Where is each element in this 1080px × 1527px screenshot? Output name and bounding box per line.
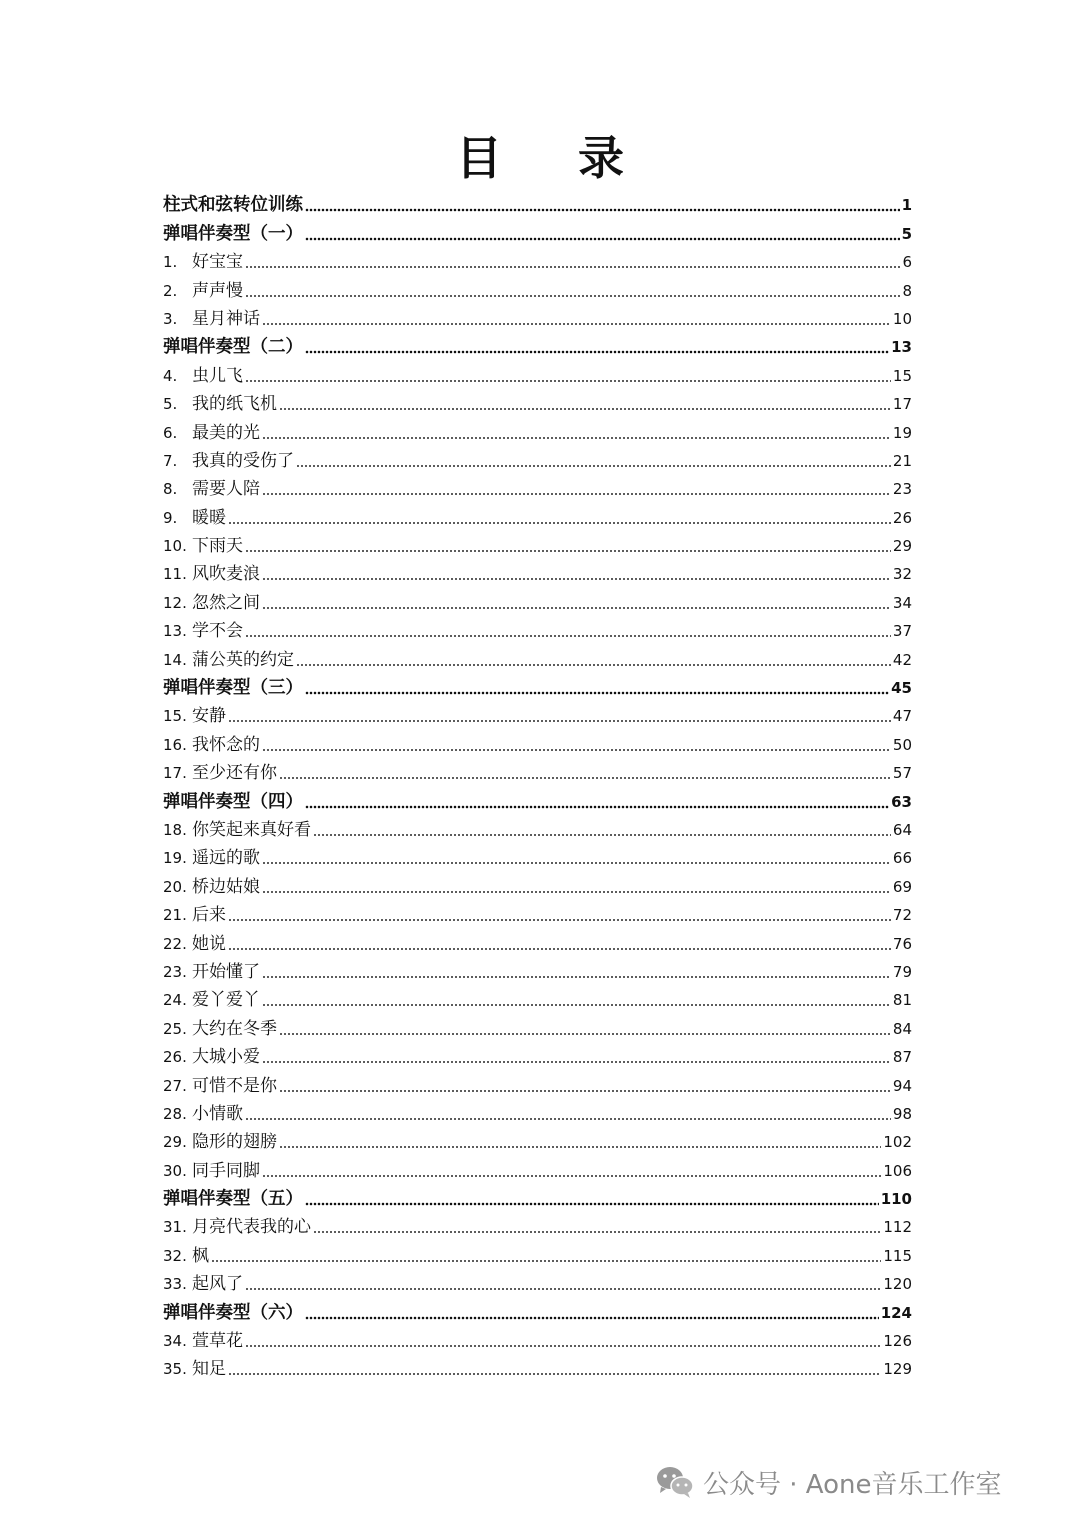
toc-item-row[interactable]: [163, 1238, 912, 1266]
toc-item-number: 17.: [163, 764, 187, 783]
dot-leader: [262, 748, 891, 752]
toc-entry-title: 大约在冬季: [192, 1018, 277, 1039]
toc-page-number: 124: [880, 1303, 912, 1322]
toc-item-row[interactable]: [163, 642, 912, 670]
toc-page-number: 129: [883, 1360, 912, 1379]
toc-item-row[interactable]: [163, 302, 912, 330]
toc-page-number: 102: [883, 1133, 912, 1152]
toc-item-row[interactable]: [163, 529, 912, 557]
toc-item-number: 6.: [163, 423, 178, 442]
toc-page-number: 76: [892, 934, 912, 953]
toc-entry-title: 弹唱伴奏型（四）: [163, 791, 303, 812]
toc-page-number: 87: [892, 1048, 912, 1067]
toc-entry-title: 弹唱伴奏型（六）: [163, 1302, 303, 1323]
dot-leader: [305, 1202, 879, 1206]
toc-item-row[interactable]: [163, 955, 912, 983]
toc-page-number: 79: [892, 962, 912, 981]
dot-leader: [296, 464, 891, 468]
dot-leader: [228, 1372, 881, 1376]
toc-entry-title: 枫: [192, 1245, 209, 1266]
toc-item-number: 1.: [163, 253, 178, 272]
toc-item-number: 33.: [163, 1275, 187, 1294]
toc-item-number: 2.: [163, 281, 178, 300]
dot-leader: [305, 350, 889, 354]
toc-page-number: 112: [883, 1218, 912, 1237]
toc-page-number: 110: [880, 1190, 912, 1209]
toc-entry-title: 起风了: [192, 1274, 243, 1295]
toc-entry-title: 月亮代表我的心: [192, 1217, 311, 1238]
toc-item-row[interactable]: [163, 1267, 912, 1295]
toc-entry-title: 开始懂了: [192, 961, 260, 982]
toc-entry-title: 下雨天: [192, 536, 243, 557]
toc-entry-title: 我怀念的: [192, 734, 260, 755]
toc-entry-title: 最美的光: [192, 422, 260, 443]
toc-page-number: 34: [892, 593, 912, 612]
toc-page-number: 84: [892, 1019, 912, 1038]
toc-item-row[interactable]: [163, 415, 912, 443]
toc-page-number: 15: [892, 366, 912, 385]
toc-item-number: 18.: [163, 820, 187, 839]
toc-item-number: 10.: [163, 537, 187, 556]
toc-entry-title: 萱草花: [192, 1331, 243, 1352]
toc-entry-title: 风吹麦浪: [192, 564, 260, 585]
toc-item-row[interactable]: [163, 926, 912, 954]
toc-item-number: 8.: [163, 480, 178, 499]
dot-leader: [245, 379, 891, 383]
toc-entry-title: 我真的受伤了: [192, 450, 294, 471]
toc-section-row[interactable]: [163, 784, 912, 812]
toc-entry-title: 星月神话: [192, 308, 260, 329]
toc-page-number: 42: [892, 650, 912, 669]
dot-leader: [262, 606, 891, 610]
toc-entry-title: 安静: [192, 706, 226, 727]
dot-leader: [262, 577, 891, 581]
dot-leader: [228, 521, 891, 525]
toc-item-row[interactable]: [163, 585, 912, 613]
dot-leader: [279, 1145, 881, 1149]
toc-entry-title: 我的纸飞机: [192, 394, 277, 415]
toc-page-number: 47: [892, 707, 912, 726]
toc-page-number: 21: [892, 451, 912, 470]
dot-leader: [245, 1344, 881, 1348]
dot-leader: [296, 663, 891, 667]
toc-item-row[interactable]: [163, 869, 912, 897]
toc-item-row[interactable]: [163, 1011, 912, 1039]
dot-leader: [262, 436, 891, 440]
toc-entry-title: 桥边姑娘: [192, 876, 260, 897]
toc-item-number: 29.: [163, 1133, 187, 1152]
toc-page-number: 115: [883, 1246, 912, 1265]
toc-page-number: 94: [892, 1076, 912, 1095]
toc-entry-title: 忽然之间: [192, 592, 260, 613]
toc-item-number: 15.: [163, 707, 187, 726]
dot-leader: [262, 1003, 891, 1007]
toc-page-number: 29: [892, 537, 912, 556]
toc-entry-title: 弹唱伴奏型（一）: [163, 223, 303, 244]
dot-leader: [245, 265, 900, 269]
toc-page-number: 64: [892, 820, 912, 839]
toc-page-number: 8: [902, 281, 912, 300]
toc-page-number: 5: [901, 224, 912, 243]
toc-entry-title: 爱丫爱丫: [192, 990, 260, 1011]
toc-entry-title: 虫儿飞: [192, 365, 243, 386]
toc-entry-title: 暖暖: [192, 507, 226, 528]
dot-leader: [228, 918, 891, 922]
dot-leader: [305, 208, 900, 212]
toc-item-row[interactable]: [163, 983, 912, 1011]
toc-item-number: 27.: [163, 1076, 187, 1095]
toc-item-row[interactable]: [163, 1040, 912, 1068]
toc-page-number: 1: [901, 196, 912, 215]
toc-page-number: 66: [892, 849, 912, 868]
toc-page-number: 37: [892, 622, 912, 641]
toc-page-number: 50: [892, 735, 912, 754]
toc-item-row[interactable]: [163, 1210, 912, 1238]
toc-page-number: 106: [883, 1161, 912, 1180]
toc-item-row[interactable]: [163, 756, 912, 784]
toc-item-number: 21.: [163, 906, 187, 925]
toc-item-row[interactable]: [163, 699, 912, 727]
toc-item-number: 16.: [163, 735, 187, 754]
watermark-text: 公众号 · Aone音乐工作室: [703, 1469, 1002, 1500]
dot-leader: [262, 1060, 891, 1064]
toc-page-number: 10: [892, 309, 912, 328]
toc-entry-title: 你笑起来真好看: [192, 819, 311, 840]
toc-item-number: 20.: [163, 877, 187, 896]
dot-leader: [262, 1174, 881, 1178]
toc-item-number: 35.: [163, 1360, 187, 1379]
watermark: [655, 1462, 1002, 1502]
toc-page-number: 98: [892, 1104, 912, 1123]
toc-section-row[interactable]: [163, 188, 912, 216]
dot-leader: [305, 1316, 879, 1320]
toc-item-number: 23.: [163, 962, 187, 981]
toc-item-number: 24.: [163, 991, 187, 1010]
toc-entry-title: 小情歌: [192, 1103, 243, 1124]
toc-entry-title: 弹唱伴奏型（二）: [163, 337, 303, 358]
table-of-contents: [163, 188, 912, 1380]
toc-item-row[interactable]: [163, 1324, 912, 1352]
toc-page-number: 32: [892, 565, 912, 584]
toc-entry-title: 遥远的歌: [192, 848, 260, 869]
toc-entry-title: 同手同脚: [192, 1160, 260, 1181]
dot-leader: [245, 1117, 891, 1121]
toc-item-row[interactable]: [163, 727, 912, 755]
dot-leader: [279, 1032, 891, 1036]
toc-entry-title: 学不会: [192, 621, 243, 642]
toc-entry-title: 后来: [192, 905, 226, 926]
toc-item-number: 32.: [163, 1246, 187, 1265]
dot-leader: [245, 294, 900, 298]
dot-leader: [313, 1230, 881, 1234]
toc-entry-title: 至少还有你: [192, 763, 277, 784]
dot-leader: [262, 975, 891, 979]
dot-leader: [305, 237, 900, 241]
toc-item-row[interactable]: [163, 245, 912, 273]
toc-item-number: 31.: [163, 1218, 187, 1237]
toc-item-number: 3.: [163, 309, 178, 328]
toc-page-number: 13: [891, 338, 912, 357]
toc-item-number: 19.: [163, 849, 187, 868]
dot-leader: [279, 776, 891, 780]
page-title: 目 录: [455, 131, 654, 185]
toc-item-number: 22.: [163, 934, 187, 953]
toc-item-row[interactable]: [163, 614, 912, 642]
toc-section-row[interactable]: [163, 1182, 912, 1210]
dot-leader: [262, 861, 891, 865]
toc-item-row[interactable]: [163, 898, 912, 926]
toc-entry-title: 声声慢: [192, 280, 243, 301]
toc-page-number: 81: [892, 991, 912, 1010]
toc-page-number: 23: [892, 480, 912, 499]
toc-entry-title: 她说: [192, 933, 226, 954]
dot-leader: [211, 1259, 881, 1263]
toc-item-row[interactable]: [163, 557, 912, 585]
dot-leader: [279, 407, 891, 411]
dot-leader: [305, 805, 889, 809]
dot-leader: [228, 719, 891, 723]
toc-page-number: 120: [883, 1275, 912, 1294]
dot-leader: [305, 691, 889, 695]
toc-page-number: 69: [892, 877, 912, 896]
toc-item-row[interactable]: [163, 813, 912, 841]
toc-item-number: 5.: [163, 395, 178, 414]
toc-page-number: 45: [891, 679, 912, 698]
toc-item-number: 13.: [163, 622, 187, 641]
toc-item-number: 12.: [163, 593, 187, 612]
toc-item-number: 11.: [163, 565, 187, 584]
toc-page-number: 26: [892, 508, 912, 527]
toc-section-row[interactable]: [163, 1295, 912, 1323]
toc-item-row[interactable]: [163, 273, 912, 301]
toc-entry-title: 弹唱伴奏型（五）: [163, 1189, 303, 1210]
toc-page-number: 57: [892, 764, 912, 783]
toc-item-number: 28.: [163, 1104, 187, 1123]
toc-entry-title: 可惜不是你: [192, 1075, 277, 1096]
toc-item-number: 7.: [163, 451, 178, 470]
toc-entry-title: 柱式和弦转位训练: [163, 195, 303, 216]
toc-entry-title: 大城小爱: [192, 1047, 260, 1068]
toc-entry-title: 好宝宝: [192, 252, 243, 273]
toc-item-row[interactable]: [163, 1153, 912, 1181]
toc-section-row[interactable]: [163, 216, 912, 244]
dot-leader: [245, 549, 891, 553]
toc-item-number: 30.: [163, 1161, 187, 1180]
toc-entry-title: 弹唱伴奏型（三）: [163, 678, 303, 699]
toc-entry-title: 蒲公英的约定: [192, 649, 294, 670]
dot-leader: [279, 1089, 891, 1093]
toc-entry-title: 隐形的翅膀: [192, 1132, 277, 1153]
toc-item-number: 26.: [163, 1048, 187, 1067]
toc-item-row[interactable]: [163, 500, 912, 528]
toc-entry-title: 知足: [192, 1359, 226, 1380]
toc-entry-title: 需要人陪: [192, 479, 260, 500]
toc-item-row[interactable]: [163, 1097, 912, 1125]
toc-item-number: 14.: [163, 650, 187, 669]
toc-section-row[interactable]: [163, 330, 912, 358]
dot-leader: [245, 1287, 881, 1291]
toc-page-number: 17: [892, 395, 912, 414]
toc-section-row[interactable]: [163, 671, 912, 699]
toc-page-number: 6: [902, 253, 912, 272]
toc-item-row[interactable]: [163, 472, 912, 500]
toc-item-number: 4.: [163, 366, 178, 385]
toc-page-number: 63: [891, 792, 912, 811]
toc-item-row[interactable]: [163, 358, 912, 386]
toc-item-row[interactable]: [163, 1125, 912, 1153]
toc-page-number: 19: [892, 423, 912, 442]
dot-leader: [228, 947, 891, 951]
toc-item-row[interactable]: [163, 1352, 912, 1380]
toc-item-number: 9.: [163, 508, 178, 527]
toc-page-number: 72: [892, 906, 912, 925]
wechat-icon: [655, 1465, 695, 1499]
toc-item-row[interactable]: [163, 1068, 912, 1096]
toc-item-row[interactable]: [163, 387, 912, 415]
dot-leader: [262, 492, 891, 496]
dot-leader: [313, 833, 891, 837]
toc-item-row[interactable]: [163, 841, 912, 869]
toc-item-number: 34.: [163, 1332, 187, 1351]
toc-page-number: 126: [883, 1332, 912, 1351]
dot-leader: [245, 634, 891, 638]
dot-leader: [262, 890, 891, 894]
dot-leader: [262, 322, 891, 326]
toc-item-row[interactable]: [163, 444, 912, 472]
toc-item-number: 25.: [163, 1019, 187, 1038]
